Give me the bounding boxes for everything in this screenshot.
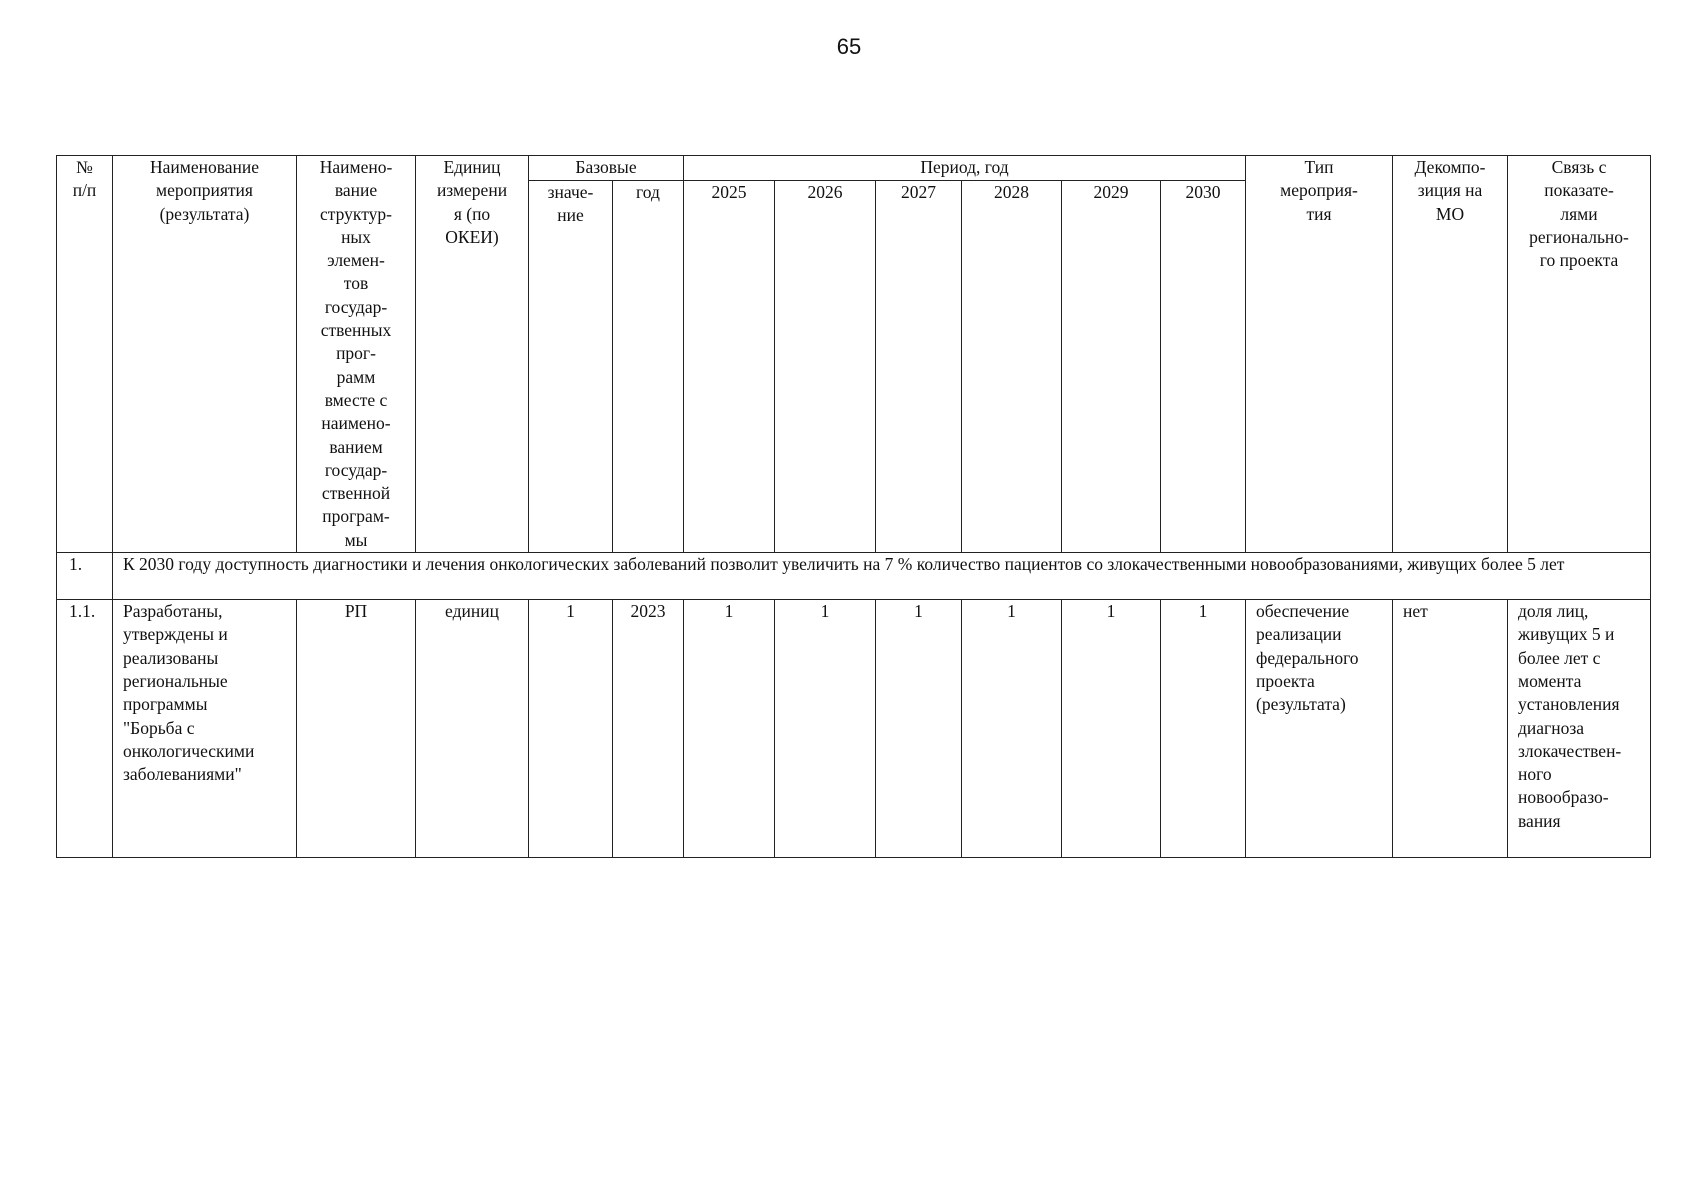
row-structural: РП — [297, 600, 416, 858]
header-year-2029: 2029 — [1062, 180, 1161, 552]
header-year-2026: 2026 — [775, 180, 876, 552]
row-base-value: 1 — [529, 600, 613, 858]
row-value-2026: 1 — [775, 600, 876, 858]
header-decomposition: Декомпо- зиция на МО — [1393, 156, 1508, 553]
header-name: Наименование мероприятия (результата) — [113, 156, 297, 553]
goal-row — [57, 553, 1651, 600]
row-value-2028: 1 — [962, 600, 1062, 858]
header-num: № п/п — [57, 156, 113, 553]
header-year-2027: 2027 — [876, 180, 962, 552]
row-value-2030: 1 — [1161, 600, 1246, 858]
header-base-group: Базовые — [529, 156, 684, 181]
header-base-year: год — [613, 180, 684, 552]
page-number: 65 — [836, 34, 862, 59]
header-link: Связь с показате- лями регионально- го проекта — [1508, 156, 1651, 553]
goal-text: К 2030 году доступность диагностики и лечения онкологических заболеваний позволит увеличить на 7 % количество пациентов со злокачественными новообразованиями, живущих более 5 лет — [113, 553, 1651, 600]
header-year-2028: 2028 — [962, 180, 1062, 552]
goal-num: 1. — [57, 553, 113, 600]
table-row — [57, 600, 1651, 858]
header-unit: Единиц измерени я (по ОКЕИ) — [416, 156, 529, 553]
row-num: 1.1. — [57, 600, 113, 858]
row-unit: единиц — [416, 600, 529, 858]
header-structural: Наимено- вание структур- ных элемен- тов государ- ственных прог- рамм вместе с наимено- ванием государ- ственной програм- мы — [297, 156, 416, 553]
header-type: Тип мероприя- тия — [1246, 156, 1393, 553]
row-value-2025: 1 — [684, 600, 775, 858]
header-base-value: значе- ние — [529, 180, 613, 552]
row-value-2029: 1 — [1062, 600, 1161, 858]
row-base-year: 2023 — [613, 600, 684, 858]
header-period-group: Период, год — [684, 156, 1246, 181]
measures-table — [56, 155, 1651, 858]
row-value-2027: 1 — [876, 600, 962, 858]
header-year-2030: 2030 — [1161, 180, 1246, 552]
row-name: Разработаны, утверждены и реализованы региональные программы "Борьба с онкологическими заболеваниями" — [113, 600, 297, 858]
header-year-2025: 2025 — [684, 180, 775, 552]
header-row-top — [57, 156, 1651, 181]
row-link: доля лиц, живущих 5 и более лет с момента установления диагноза злокачествен- ного новообразо- вания — [1508, 600, 1651, 858]
row-decomposition: нет — [1393, 600, 1508, 858]
row-type: обеспечение реализации федерального проекта (результата) — [1246, 600, 1393, 858]
